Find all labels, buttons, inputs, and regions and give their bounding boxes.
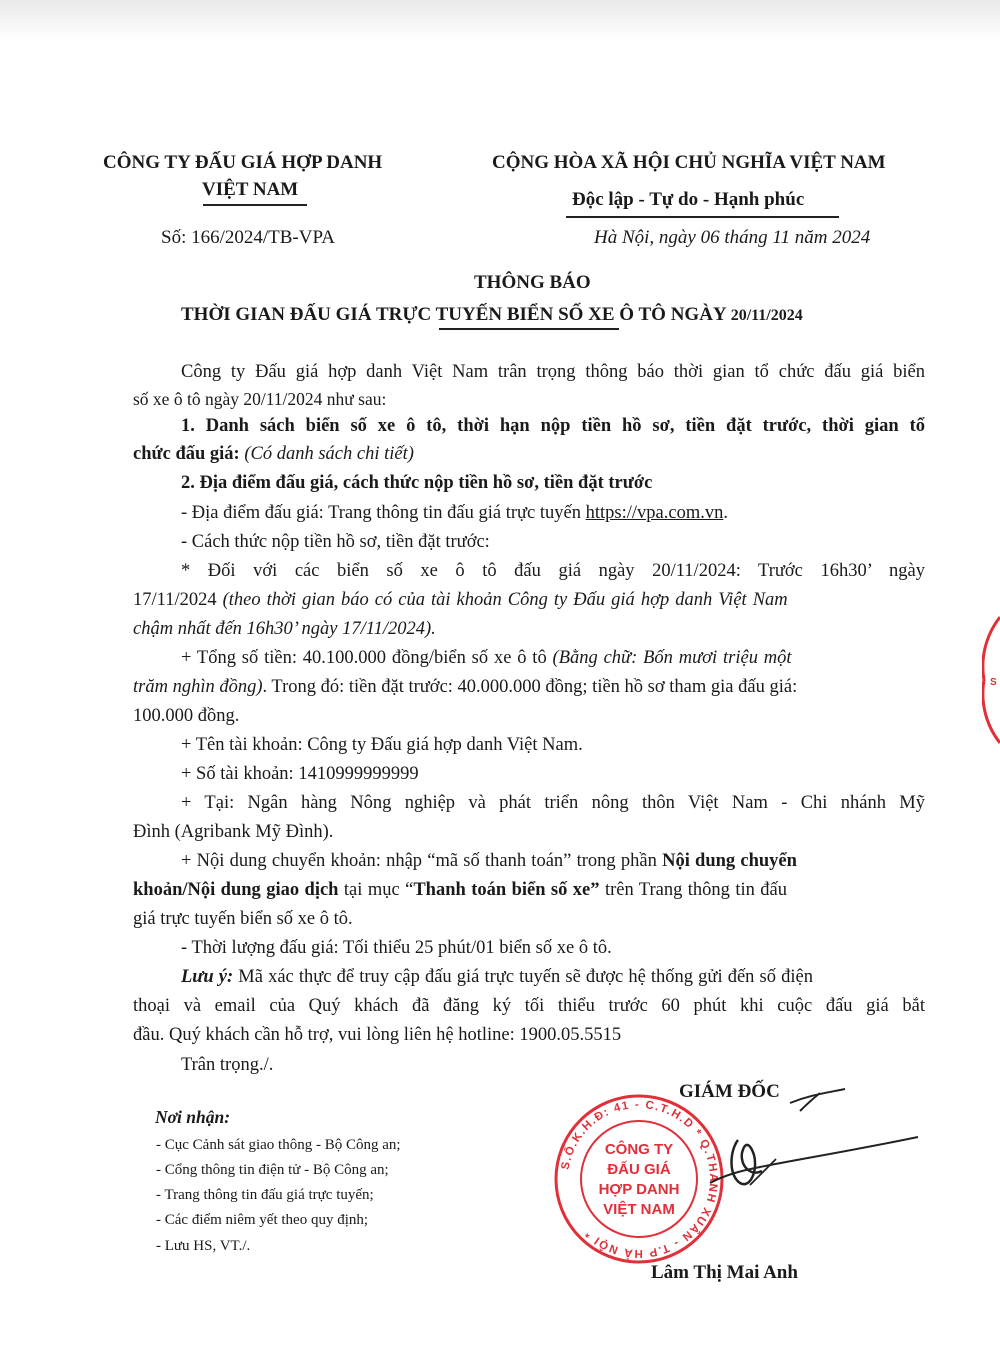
closing-regards: Trân trọng./. [181,1055,274,1075]
auction-location [181,503,728,524]
recipient-item: - Lưu HS, VT./. [156,1238,251,1254]
subtitle-date: 20/11/2024 [730,307,803,324]
section-1-label: chức đấu giá: [133,444,240,464]
total-in-words: (Bằng chữ: Bốn mươi triệu một [552,648,792,668]
place-date: Hà Nội, ngày 06 tháng 11 năm 2024 [594,227,871,248]
total-amount-line-2 [133,677,797,698]
section-2-heading: 2. Địa điểm đấu giá, cách thức nộp tiền hồ sơ, tiền đặt trước [181,473,653,493]
svg-text:S: S [990,677,997,688]
recipient-item: - Cục Cảnh sát giao thông - Bộ Công an; [156,1137,401,1153]
document-number: Số: 166/2024/TB-VPA [161,227,336,248]
transfer-content-at: tại mục “ [343,880,414,900]
recipients-label: Nơi nhận: [155,1107,231,1127]
total-amount: + Tổng số tiền: 40.100.000 đồng/biển số xe ô tô [181,648,547,668]
transfer-content-site: trên Trang thông tin đấu [604,880,787,900]
transfer-content-line-1 [181,851,797,872]
account-number: + Số tài khoản: 1410999999999 [181,764,419,784]
motto: Độc lập - Tự do - Hạnh phúc [572,189,805,210]
deadline-line-3: chậm nhất đến 16h30’ ngày 17/11/2024). [133,619,436,639]
recipient-item: - Các điểm niêm yết theo quy định; [156,1212,369,1228]
account-name: + Tên tài khoản: Công ty Đấu giá hợp danh Việt Nam. [181,735,583,755]
section-1-heading-cont [133,444,414,465]
total-in-words-end: trăm nghìn đồng) [133,677,263,697]
notice-title: THÔNG BÁO [474,272,591,293]
intro-line-1: Công ty Đấu giá hợp danh Việt Nam trân trọng thông báo thời gian tổ chức đấu giá biển [181,362,925,382]
transfer-content-line-2 [133,880,787,901]
deadline-note: (theo thời gian báo có của tài khoản Công ty Đấu giá hợp danh Việt Nam [222,590,788,610]
deadline-line-1: * Đối với các biển số xe ô tô đấu giá ngày 20/11/2024: Trước 16h30’ ngày [181,561,925,581]
transfer-content-field: Nội dung chuyển [662,851,797,871]
notice-subtitle [181,304,803,326]
note-line-2: thoại và email của Quý khách đã đăng ký tối thiểu trước 60 phút khi cuộc đấu giá bắt [133,996,925,1016]
transaction-content-field: khoản/Nội dung giao dịch [133,880,339,900]
total-amount-line-3: 100.000 đồng. [133,706,240,726]
motto-underline [566,216,839,218]
note-text-1: Mã xác thực để truy cập đấu giá trực tuyến sẽ được hệ thống gửi đến số điện [238,967,813,987]
bank-line-2: Đình (Agribank Mỹ Đình). [133,822,334,842]
vpa-link[interactable]: https://vpa.com.vn [585,503,724,523]
stamp-line-2: ĐẤU GIÁ [607,1161,671,1178]
total-amount-line-1 [181,648,792,669]
note-line-1 [181,967,813,988]
payment-method: - Cách thức nộp tiền hồ sơ, tiền đặt trước: [181,532,490,552]
payment-section-name: Thanh toán biển số xe” [413,880,600,900]
note-label: Lưu ý: [181,967,234,987]
signer-role: GIÁM ĐỐC [679,1081,780,1102]
bank-line-1: + Tại: Ngân hàng Nông nghiệp và phát triển nông thôn Việt Nam - Chi nhánh Mỹ [181,793,925,813]
recipient-item: - Trang thông tin đấu giá trực tuyến; [156,1187,374,1203]
stamp-line-3: HỢP DANH [598,1181,680,1198]
deadline-line-2 [133,590,788,611]
title-underline [439,328,619,330]
org-underline [203,204,307,206]
org-name-line2: VIỆT NAM [202,179,299,200]
top-scan-band [0,0,1000,40]
stamp-line-4: VIỆT NAM [603,1201,675,1218]
recipient-item: - Cổng thông tin điện tử - Bộ Công an; [156,1162,389,1178]
transfer-content-text: + Nội dung chuyển khoản: nhập “mã số thanh toán” trong phần [181,851,657,871]
intro-line-2: số xe ô tô ngày 20/11/2024 như sau: [133,389,387,409]
section-1-heading: 1. Danh sách biển số xe ô tô, thời hạn nộp tiền hồ sơ, tiền đặt trước, thời gian tổ [181,416,925,436]
location-end: . [723,503,728,523]
note-line-3: đầu. Quý khách cần hỗ trợ, vui lòng liên hệ hotline: 1900.05.5515 [133,1025,622,1045]
location-text: - Địa điểm đấu giá: Trang thông tin đấu giá trực tuyến [181,503,581,523]
section-1-note: (Có danh sách chi tiết) [244,444,414,464]
deposit-breakdown: . Trong đó: tiền đặt trước: 40.000.000 đồng; tiền hồ sơ tham gia đấu giá: [262,677,798,697]
transfer-content-line-3: giá trực tuyến biển số xe ô tô. [133,909,353,929]
stamp-line-1: CÔNG TY [604,1141,674,1158]
edge-stamp-partial [982,615,1000,745]
signer-name: Lâm Thị Mai Anh [651,1262,798,1283]
auction-duration: - Thời lượng đấu giá: Tối thiểu 25 phút/01 biển số xe ô tô. [181,938,612,958]
subtitle-text: THỜI GIAN ĐẤU GIÁ TRỰC TUYẾN BIỂN SỐ XE Ô TÔ NGÀY [181,304,726,325]
deadline-date: 17/11/2024 [133,590,217,610]
org-name-line1: CÔNG TY ĐẤU GIÁ HỢP DANH [103,152,383,173]
stamp-ring-text: S.Ố.K.H.Đ: 41 - C.T.H.D * Q.THANH XUÂN - T.P HÀ NỘI * [559,1098,720,1260]
handwritten-signature [650,1075,930,1225]
nation-title: CỘNG HÒA XÃ HỘI CHỦ NGHĨA VIỆT NAM [492,152,886,173]
